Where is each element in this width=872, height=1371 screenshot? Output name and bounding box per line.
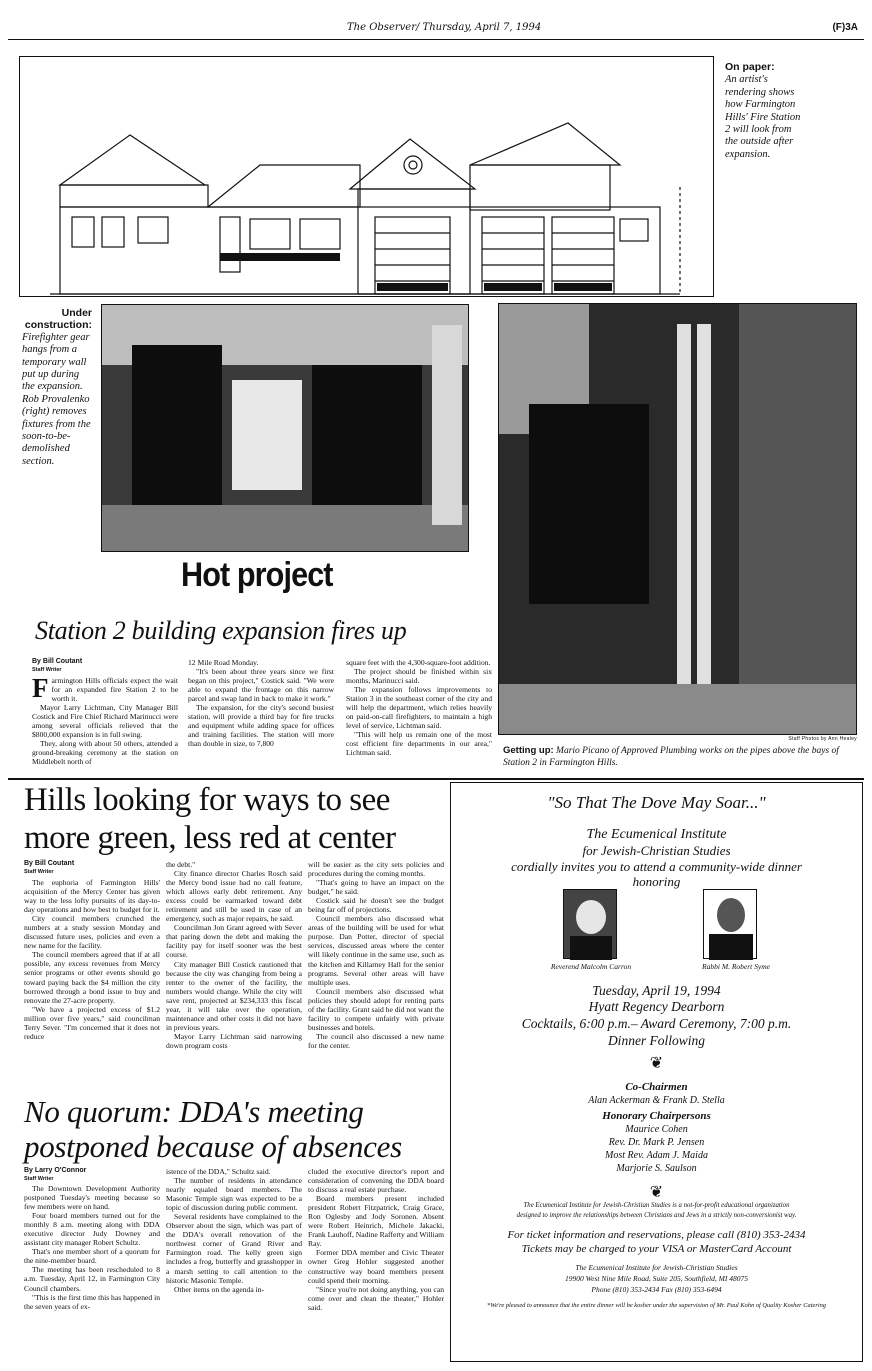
- story1-para: The expansion, for the city's second busiest station, will provide a third bay for fire trucks and equipment while adding space for offices and training facilities. The station will more than double in size, to 7,800: [188, 703, 334, 749]
- story1-column-2: [188, 658, 334, 776]
- story3-para: The number of residents in attendance nearly equaled board members. The Masonic Temple sign was expected to be a topic of discussion during public comment.: [166, 1176, 302, 1213]
- story2-para: Costick said he doesn't see the budget being far off of projections.: [308, 896, 444, 915]
- photo-credit: Staff Photos by Ann Healey: [788, 736, 857, 742]
- ad-honorary-2: Rev. Dr. Mark P. Jensen: [608, 1137, 705, 1148]
- story2-para: Council members also discussed what areas of the building will be used for what purpose. Dan Potter, director of special services, discussed areas where the center will likely continue in the same use, such as the kitchen and Killarney Hall for the senior programs. Several other areas will have multiple uses.: [308, 914, 444, 987]
- construction-photo: [101, 304, 469, 552]
- ad-org-line1: The Ecumenical Institute: [586, 827, 727, 842]
- ad-schedule-line1: Cocktails, 6:00 p.m.– Award Ceremony, 7:00 p.m.: [521, 1016, 792, 1031]
- story3-para: The meeting has been rescheduled to 8 a.m. Tuesday, April 12, in Farmington City Council chambers.: [24, 1265, 160, 1293]
- story3-column-2: [166, 1167, 302, 1364]
- story1-para: The project should be finished within six months, Marinucci said.: [346, 667, 492, 686]
- story2-headline: [24, 781, 444, 857]
- ad-cochairs: Alan Ackerman & Frank D. Stella: [588, 1095, 725, 1106]
- story2-para: The council also discussed a new name for the center.: [308, 1031, 444, 1050]
- architect-rendering: [19, 56, 714, 297]
- story1-column-1: [32, 676, 178, 776]
- ad-kosher-note: *We're pleased to announce that the entire dinner will be kosher under the supervision of Mr. Paul Kohn of Quality Kosher Catering: [487, 1302, 826, 1309]
- page-header: [0, 18, 872, 36]
- story2-para: The council members agreed that if at all possible, any excess revenues from Mercy senior programs or other events should go toward paying back the $4 million the city borrowed through a bond issue to buy and renovate the 27-acre property.: [24, 950, 160, 1005]
- story2-headline-line1: Hills looking for ways to see: [24, 782, 390, 818]
- ad-honorary-3: Most Rev. Adam J. Maida: [605, 1150, 708, 1161]
- rendering-caption-text: An artist's rendering shows how Farmington Hills' Fire Station 2 will look from the outside after expansion.: [725, 74, 801, 160]
- ad-venue: Hyatt Regency Dearborn: [588, 999, 725, 1014]
- honoree1-portrait: [563, 889, 617, 959]
- ad-title: "So That The Dove May Soar...": [547, 793, 766, 812]
- story3-para: Other items on the agenda in-: [174, 1284, 265, 1294]
- story1-byline-role: Staff Writer: [32, 667, 62, 673]
- construction-caption: [22, 307, 92, 468]
- story1-para: armington Hills officials expect the wait for an expanded fire Station 2 to be worth it.: [51, 676, 178, 704]
- story1-para: 12 Mile Road Monday.: [188, 658, 259, 667]
- story2-column-3: [308, 860, 444, 1096]
- ad-schedule-line2: Dinner Following: [607, 1033, 706, 1048]
- story1-para: They, along with about 50 others, attended a ground-breaking ceremony at the station on Middlebelt north of: [32, 739, 178, 767]
- story3-column-3: [308, 1167, 444, 1364]
- ad-address-line2: 19900 West Nine Mile Road, Suite 205, Southfield, MI 48075: [564, 1274, 749, 1283]
- fire-station-drawing: [20, 57, 712, 295]
- story1-headline: Station 2 building expansion fires up: [35, 616, 407, 645]
- story2-para: City council members crunched the numbers at a study session Monday and discussed future uses, policies and even a new name for the facility.: [24, 914, 160, 951]
- story2-para: Mayor Larry Lichtman said narrowing down program costs: [166, 1031, 302, 1050]
- story1-dropcap: F: [32, 676, 49, 703]
- ad-tickets-line2: Tickets may be charged to your VISA or MasterCard Account: [521, 1243, 792, 1255]
- story3-para: Four board members turned out for the monthly 8 a.m. meeting along with DDA executive director Judy Downey and assistant city manager Robert Schultz.: [24, 1211, 160, 1248]
- story2-para: will be easier as the city sets policies and procedures during the coming months.: [308, 860, 444, 879]
- story3-headline-line1: No quorum: DDA's meeting: [24, 1094, 364, 1129]
- ad-address-line1: The Ecumenical Institute for Jewish-Christian Studies: [575, 1263, 738, 1272]
- ad-honorary-4: Marjorie S. Saulson: [616, 1163, 697, 1174]
- story3-para: The Downtown Development Authority postponed Tuesday's meeting because so few members were on hand.: [24, 1184, 160, 1212]
- story3-para: "This is the first time this has happened in the seven years of ex-: [24, 1292, 160, 1311]
- story3-para: "Since you're not doing anything, you can come over and clean the theater," Hohler said.: [308, 1284, 444, 1312]
- story2-para: "That's going to have an impact on the budget," he said.: [308, 878, 444, 897]
- ad-date: Tuesday, April 19, 1994: [592, 983, 721, 998]
- pipes-caption: [503, 745, 857, 769]
- kicker-hot-project: Hot project: [181, 556, 333, 594]
- ad-org-line2: for Jewish-Christian Studies: [582, 843, 731, 858]
- ad-honorary-label: Honorary Chairpersons: [602, 1110, 711, 1122]
- masthead: The Observer/ Thursday, April 7, 1994: [347, 22, 542, 33]
- story3-para: istence of the DDA," Schultz said.: [166, 1167, 271, 1176]
- story3-para: That's one member short of a quorum for the nine-member board.: [24, 1247, 160, 1266]
- ad-cochairs-label: Co-Chairmen: [625, 1081, 688, 1093]
- story3-para: Former DDA member and Civic Theater owner Greg Hohler suggested another constructive way board members present could spend their morning.: [308, 1248, 444, 1285]
- dinner-advertisement: [450, 782, 863, 1362]
- rendering-caption: [725, 61, 805, 161]
- story2-byline-role: Staff Writer: [24, 869, 54, 875]
- story2-para: the debt.": [166, 860, 196, 869]
- pipes-caption-text: Mario Picano of Approved Plumbing works on the pipes above the bays of Station 2 in Farmington Hills.: [503, 746, 839, 768]
- ad-mission-line2: designed to improve the relationships between Christians and Jews in a strictly non-conversionist way.: [516, 1212, 797, 1219]
- page-number: (F)3A: [832, 22, 858, 33]
- pipes-photo: [498, 303, 857, 735]
- story1-para: Mayor Larry Lichtman, City Manager Bill Costick and Fire Chief Richard Marinucci were among several officials relieved that the $800,000 expansion is in full swing.: [32, 703, 178, 740]
- ad-tickets-line1: For ticket information and reservations, please call (810) 353-2434: [507, 1229, 806, 1241]
- story1-para: "It's been about three years since we first began on this project," Costick said. "We were able to expand the frontage on this narrow parcel and swap land in back to make it work.": [188, 667, 334, 704]
- pipes-caption-lead: Getting up:: [503, 745, 554, 756]
- story2-headline-line2: more green, less red at center: [24, 820, 396, 856]
- header-rule: [8, 39, 864, 40]
- story2-column-1: [24, 878, 160, 1096]
- honoree2-portrait: [703, 889, 757, 959]
- construction-caption-text: Firefighter gear hangs from a temporary wall put up during the expansion. Rob Provalenko (right) removes fixtures from the soon-to-be-demolished section.: [22, 331, 91, 467]
- ad-invite-line2: honoring: [632, 874, 681, 889]
- ad-invite-line1: cordially invites you to attend a community-wide dinner: [511, 859, 802, 874]
- story2-column-2: [166, 860, 302, 1096]
- story2-para: Council members also discussed what policies they should adopt for renting parts of the facility. Grant said he did not want the facility to compete unfairly with private businesses and hotels.: [308, 986, 444, 1032]
- story1-byline-name: By Bill Coutant: [32, 658, 83, 665]
- section-rule: [8, 778, 864, 780]
- story3-para: cluded the executive director's report and consideration of convening the DDA board to discuss a real estate purchase.: [308, 1167, 444, 1195]
- story1-para: square feet with the 4,300-square-foot addition.: [346, 658, 491, 667]
- story2-byline: [24, 860, 164, 876]
- story3-byline-name: By Larry O'Connor: [24, 1167, 87, 1174]
- ad-mission-line1: The Ecumenical Institute for Jewish-Christian Studies is a not-for-profit educational organization: [523, 1202, 790, 1209]
- story1-para: "This will help us remain one of the most cost efficient fire departments in our area," Lichtman said.: [346, 730, 492, 758]
- story2-para: "We have a projected excess of $1.2 million over five years," said councilman Terry Sever. "I'm concerned that it does not reduce: [24, 1004, 160, 1041]
- dove-icon: ❦: [649, 1055, 664, 1072]
- ad-honoree1: Reverend Malcolm Carron: [550, 962, 632, 971]
- story2-para: City manager Bill Costick cautioned that because the city was changing from being a renter to the owner of the facility, the numbers would change. While the city will save rent, projected at $234,333 this fiscal year, it will take over the operation, maintenance and other costs it did not have in previous years.: [166, 959, 302, 1032]
- ad-honorary-1: Maurice Cohen: [625, 1124, 688, 1135]
- story1-column-3: [346, 658, 492, 776]
- story1-byline: [32, 658, 182, 674]
- story3-headline: [24, 1094, 454, 1164]
- ad-honoree2: Rabbi M. Robert Syme: [702, 962, 770, 971]
- story2-para: Councilman Jon Grant agreed with Sever that paring down the debt and making the facility pay for itself sooner was the best course.: [166, 923, 302, 960]
- story2-para: The euphoria of Farmington Hills' acquisition of the Mercy Center has given way to the less lofty pursuits of its day-to-day operations and how best to budget for it.: [24, 878, 160, 915]
- dove-icon-2: ❦: [649, 1184, 664, 1201]
- ad-address-line3: Phone (810) 353-2434 Fax (810) 353-6494: [591, 1285, 722, 1294]
- story3-headline-line2: postponed because of absences: [24, 1129, 402, 1164]
- construction-caption-lead: Under construction:: [24, 307, 92, 332]
- story3-byline: [24, 1167, 164, 1183]
- rendering-caption-lead: On paper:: [725, 61, 775, 73]
- story3-para: Board members present included president Robert Fitzpatrick, Craig Grace, Ron Oglesby and Jody Soronen. Absent were Robert Heinrich, Michele Jakacki, Frank Lauhoff, Nadine Rafferty and William Ray.: [308, 1194, 444, 1249]
- story3-column-1: [24, 1184, 160, 1364]
- story3-para: Several residents have complained to the Observer about the sign, which was part of the DDA's overall renovation of the northwest corner of Grand River and Farmington road. The kelly green sign includes a frog, butterfly and grasshopper in a marsh setting to call attention to the historic Masonic Temple.: [166, 1212, 302, 1285]
- story3-byline-role: Staff Writer: [24, 1176, 54, 1182]
- story2-para: City finance director Charles Rosch said the Mercy bond issue had no call feature, which allows early debt retirement. Any excess could be earmarked toward debt retirement and still be used in case of an emergency, such as major repairs, he said.: [166, 869, 302, 924]
- story1-para: The expansion follows improvements to Station 3 in the southeast corner of the city and will help the department, which relies heavily on paid-on-call firefighters, to maintain a high level of service, Lichtman said.: [346, 685, 492, 731]
- story2-byline-name: By Bill Coutant: [24, 860, 75, 867]
